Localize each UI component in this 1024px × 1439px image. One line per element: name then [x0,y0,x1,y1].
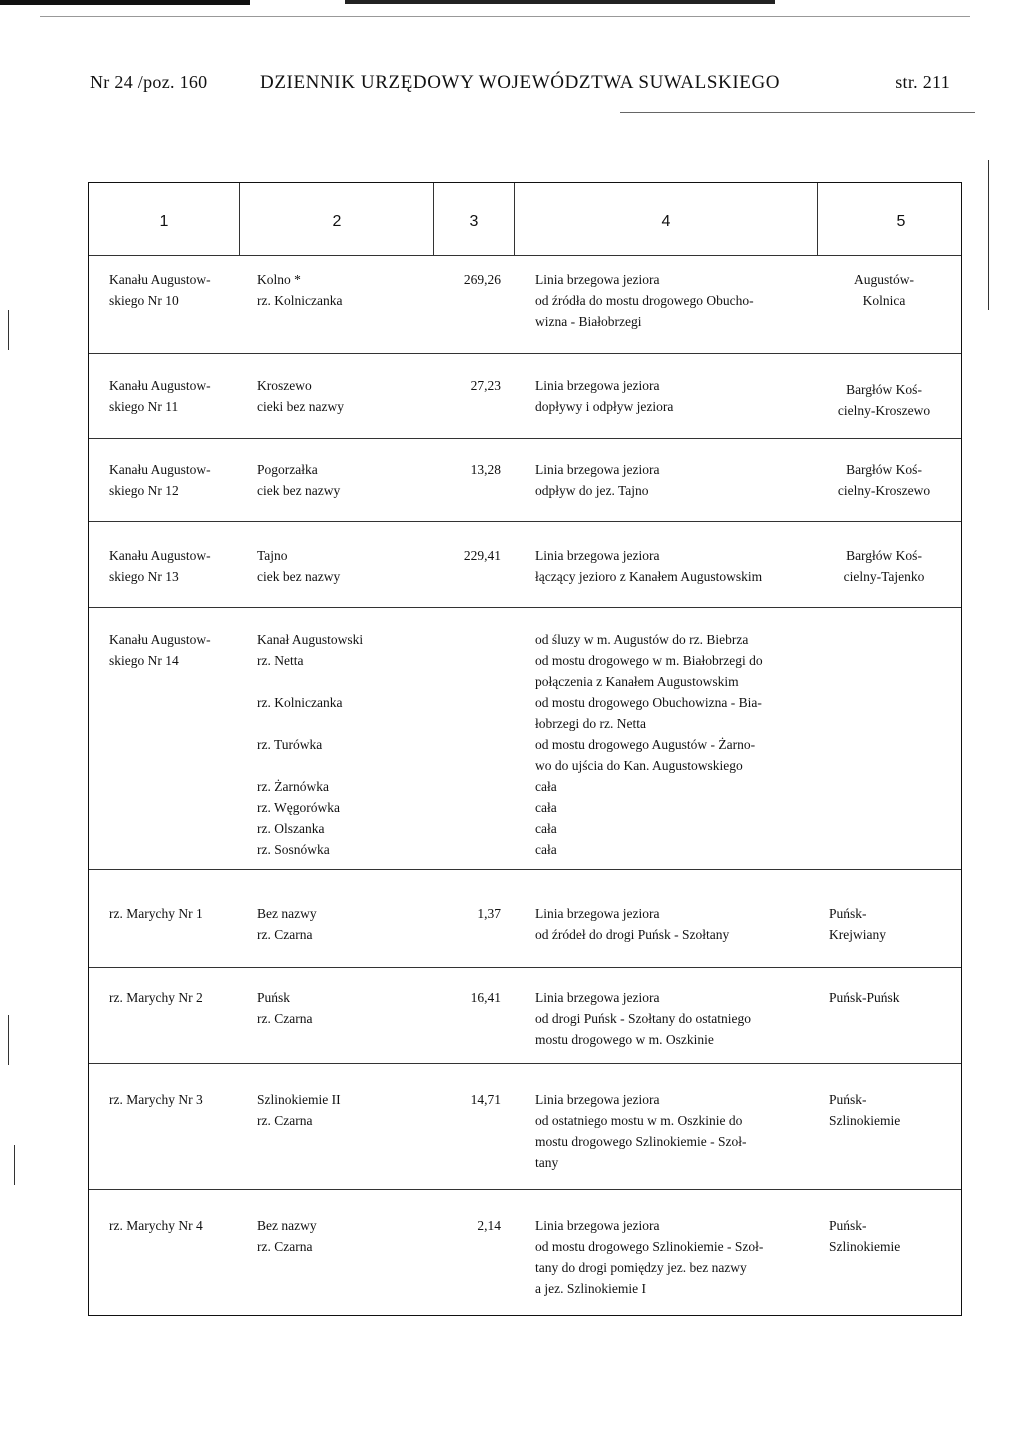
cell-col3: 14,71 [470,1092,501,1107]
cell-col1: rz. Marychy Nr 4 [109,1218,203,1233]
scan-edge-mark [345,0,775,4]
cell-col4: Linia brzegowa jeziora od źródła do mostu drogowego Obucho- wizna - Białobrzegi [535,272,754,329]
row-rule [89,255,961,256]
cell-col4: Linia brzegowa jeziora od źródeł do drogi Puńsk - Szołtany [535,906,730,942]
row-rule [89,607,961,608]
cell-col3: 229,41 [463,548,501,563]
cell-col2: Tajno ciek bez nazwy [257,548,341,584]
cell-col1: Kanału Augustow- skiego Nr 13 [109,548,211,584]
row-rule [89,1063,961,1064]
cell-col2: Kanał Augustowski rz. Netta rz. Kolniczanka rz. Turówka rz. Żarnówka rz. Węgorówka rz. Olszanka rz. Sosnówka [257,632,364,857]
cell-col2: Kolno * rz. Kolniczanka [257,272,343,308]
cell-col3: 1,37 [477,906,501,921]
cell-col5: Bargłów Koś- cielny-Kroszewo [837,462,931,498]
cell-col4: Linia brzegowa jeziora od ostatniego mostu w m. Oszkinie do mostu drogowego Szlinokiemie - Szoł- tany [535,1092,747,1170]
issue-number: Nr 24 /poz. 160 [90,72,208,92]
data-table [88,182,962,1316]
column-divider [514,183,515,255]
cell-col5: Puńsk-Puńsk [829,990,900,1005]
header-rule [620,112,975,113]
scan-margin-mark [8,310,9,350]
column-number-4: 4 [661,213,671,230]
journal-title: DZIENNIK URZĘDOWY WOJEWÓDZTWA SUWALSKIEGO [260,72,781,93]
cell-col4: Linia brzegowa jeziora od mostu drogowego Szlinokiemie - Szoł- tany do drogi pomiędzy jez. bez nazwy a jez. Szlinokiemie I [535,1218,764,1296]
cell-col2: Puńsk rz. Czarna [257,990,313,1026]
column-divider [817,183,818,255]
cell-col1: Kanału Augustow- skiego Nr 12 [109,462,211,498]
column-divider [433,183,434,255]
cell-col4: Linia brzegowa jeziora łączący jezioro z Kanałem Augustowskim [535,548,763,584]
column-number-5: 5 [896,213,906,230]
cell-col3: 2,14 [477,1218,501,1233]
row-rule [89,438,961,439]
cell-col3: 13,28 [470,462,501,477]
row-rule [89,1189,961,1190]
cell-col1: rz. Marychy Nr 3 [109,1092,203,1107]
cell-col3: 16,41 [470,990,501,1005]
cell-col4: od śluzy w m. Augustów do rz. Biebrza od mostu drogowego w m. Białobrzegi do połączenia z Kanałem Augustowskim od mostu drogowego Obuchowizna - Bia- łobrzegi do rz. Netta od mostu drogowego Augustów - Żarno- wo do ujścia do Kan. Augustowskiego cała cała cała cała [535,632,763,857]
scan-margin-mark [8,1015,9,1065]
cell-col1: Kanału Augustow- skiego Nr 14 [109,632,211,668]
row-rule [89,353,961,354]
cell-col3: 269,26 [463,272,501,287]
cell-col2: Kroszewo cieki bez nazwy [257,378,344,414]
row-rule [89,869,961,870]
cell-col5: Puńsk- Szlinokiemie [829,1092,901,1128]
column-number-3: 3 [469,213,479,230]
scan-edge-mark [0,0,250,5]
cell-col5: Augustów- Kolnica [854,272,914,308]
scan-margin-mark [14,1145,15,1185]
page-number: str. 211 [895,72,950,92]
scan-edge-line [40,16,970,17]
cell-col2: Pogorzałka ciek bez nazwy [257,462,341,498]
cell-col5: Puńsk- Krejwiany [829,906,886,942]
cell-col2: Bez nazwy rz. Czarna [257,1218,317,1254]
cell-col4: Linia brzegowa jeziora odpływ do jez. Tajno [535,462,660,498]
scan-margin-mark [988,160,989,310]
cell-col1: rz. Marychy Nr 2 [109,990,203,1005]
cell-col4: Linia brzegowa jeziora od drogi Puńsk - Szołtany do ostatniego mostu drogowego w m. Oszkinie [535,990,751,1047]
cell-col1: Kanału Augustow- skiego Nr 11 [109,378,211,414]
cell-col3: 27,23 [470,378,501,393]
cell-col2: Bez nazwy rz. Czarna [257,906,317,942]
cell-col4: Linia brzegowa jeziora dopływy i odpływ jeziora [535,378,674,414]
cell-col5: Bargłów Koś- cielny-Kroszewo [837,382,931,418]
column-number-2: 2 [332,213,342,230]
cell-col5: Puńsk- Szlinokiemie [829,1218,901,1254]
page-header [90,72,950,100]
row-rule [89,967,961,968]
cell-col1: rz. Marychy Nr 1 [109,906,203,921]
cell-col5: Bargłów Koś- cielny-Tajenko [843,548,925,584]
column-number-1: 1 [159,213,169,230]
cell-col1: Kanału Augustow- skiego Nr 10 [109,272,211,308]
cell-col2: Szlinokiemie II rz. Czarna [257,1092,341,1128]
column-divider [239,183,240,255]
row-rule [89,521,961,522]
